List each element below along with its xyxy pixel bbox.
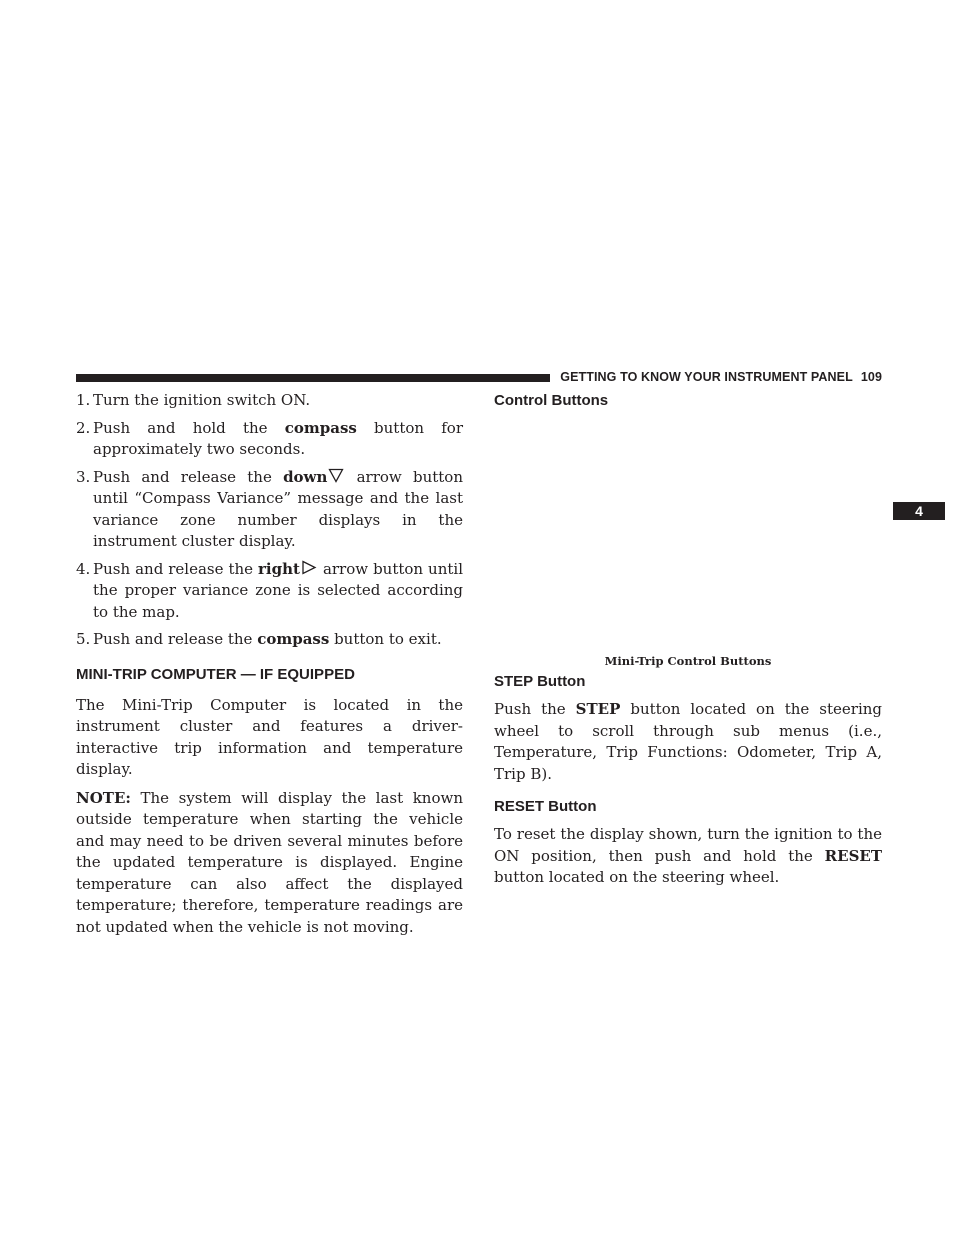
page-number: 109	[860, 370, 882, 384]
reset-button-paragraph: To reset the display shown, turn the ignition to the ON position, then push and hold the RESET button located on the steering wheel.	[494, 825, 882, 886]
step-button-paragraph: Push the STEP button located on the steering wheel to scroll through sub menus (i.e., Temperature, Trip Functions: Odometer, Trip A, Trip B).	[494, 700, 883, 783]
reset-button-heading: RESET Button	[494, 798, 597, 815]
figure-placeholder	[494, 411, 882, 654]
note-paragraph: NOTE: The system will display the last known outside temperature when starting the vehicle and may need to be driven several minutes before the updated temperature is displayed. Engine temperature can also affect the displayed temperature; therefore, temperature readings are not updated when the vehicle is not moving.	[76, 788, 463, 936]
list-item: 5. Push and release the compass button to exit.	[76, 630, 442, 648]
running-header	[558, 370, 882, 384]
down-arrow-icon	[328, 468, 344, 483]
mini-trip-heading: MINI-TRIP COMPUTER — IF EQUIPPED	[76, 665, 355, 683]
list-item: 2. Push and hold the compass button for approximately two seconds.	[76, 418, 463, 458]
list-item: 3. Push and release the down arrow button until “Compass Variance” message and the last variance zone number displays in the instrument cluster display.	[76, 467, 464, 550]
control-buttons-heading: Control Buttons	[494, 392, 609, 409]
compass-variance-steps	[76, 390, 463, 651]
list-item: 4. Push and release the right arrow button until the proper variance zone is selected according to the map.	[76, 559, 463, 621]
note-label: NOTE:	[76, 788, 131, 807]
right-arrow-icon	[301, 560, 317, 575]
header-title: GETTING TO KNOW YOUR INSTRUMENT PANEL	[560, 370, 853, 384]
header-rule	[76, 374, 550, 382]
step-button-heading: STEP Button	[494, 673, 586, 690]
chapter-tab: 4	[893, 502, 945, 520]
right-column	[494, 391, 882, 896]
mini-trip-paragraph: The Mini-Trip Computer is located in the instrument cluster and features a driver-interactive trip information and temperature display.	[76, 695, 463, 778]
figure-caption: Mini-Trip Control Buttons	[604, 654, 772, 668]
left-column	[76, 390, 463, 945]
list-item: 1. Turn the ignition switch ON.	[76, 391, 311, 409]
